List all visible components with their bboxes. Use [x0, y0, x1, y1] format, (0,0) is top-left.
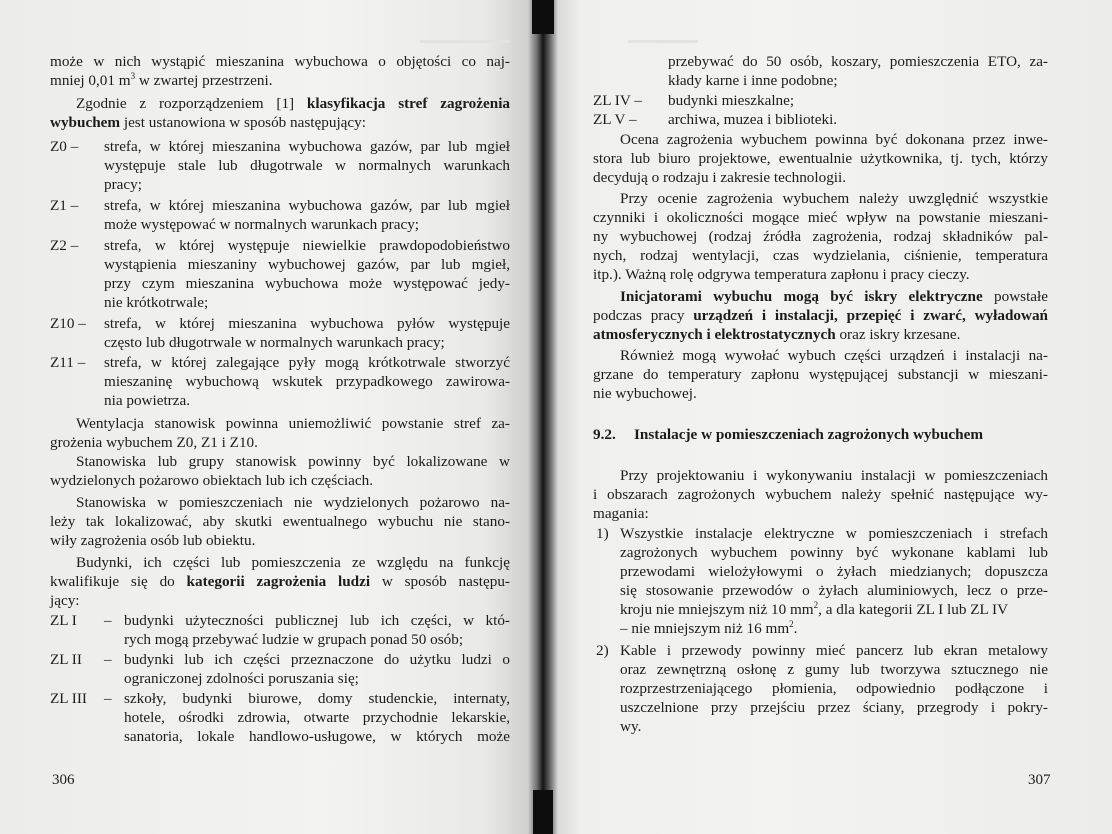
- section-title: Instalacje w pomieszczeniach zagrożonych wybuchem: [634, 426, 983, 443]
- zone-text: nie krótkotrwale;: [104, 294, 209, 311]
- text-line: kłady karne i inne podobne;: [668, 72, 838, 89]
- text-line: Budynki, ich części lub pomieszczenia ze względu na funkcję: [76, 554, 510, 571]
- text-line: wybuchem jest ustanowiona w sposób następujący:: [50, 114, 366, 131]
- list-item-text: rozprzestrzeniającego płomienia, odpowiednio podłączone i: [620, 680, 1048, 697]
- category-code: ZL III: [50, 690, 87, 707]
- category-code: ZL V –: [593, 111, 637, 128]
- page-number-right: 307: [1028, 772, 1051, 788]
- list-item-text: Wszystkie instalacje elektryczne w pomieszczeniach i strefach: [620, 525, 1048, 542]
- list-item-text: wy.: [620, 718, 642, 735]
- text-line: stora lub biuro projektowe, ewentualnie użytkownika, tj. tych, którzy: [593, 150, 1048, 167]
- list-item-text: Kable i przewody powinny mieć pancerz lub ekran metalowy: [620, 642, 1048, 659]
- zone-text: strefa, w której mieszanina wybuchowa gazów, par lub mgieł: [104, 138, 510, 155]
- zone-text: strefa, w której występuje niewielkie prawdopodobieństwo: [104, 237, 510, 254]
- text-line: mniej 0,01 $m^3$ w zwartej przestrzeni.: [50, 70, 273, 89]
- text-line: itp.). Ważną rolę odgrywa temperatura zapłonu i pracy cieczy.: [593, 266, 970, 283]
- book-gutter: [528, 0, 558, 834]
- text-line: Przy projektowaniu i wykonywaniu instalacji w pomieszczeniach: [620, 467, 1048, 484]
- list-number: 1): [596, 525, 609, 542]
- zone-text: występuje stale lub długotrwale w normalnych warunkach: [104, 157, 510, 174]
- category-dash: –: [104, 651, 112, 668]
- text-line: czynniki i okoliczności mogące mieć wpływ na powstanie mieszani-: [593, 209, 1048, 226]
- bleed-through: [420, 40, 510, 43]
- text-line: grożenia wybuchem Z0, Z1 i Z10.: [50, 434, 258, 451]
- text-line: Przy ocenie zagrożenia wybuchem należy uwzględnić wszystkie: [620, 190, 1048, 207]
- zone-text: pracy;: [104, 176, 142, 193]
- category-dash: –: [104, 612, 112, 629]
- zone-code: Z2 –: [50, 237, 79, 254]
- text-line: i obszarach zagrożonych wybuchem należy spełnić następujące wy-: [593, 486, 1048, 503]
- text-line: Zgodnie z rozporządzeniem [1] klasyfikacja stref zagrożenia: [76, 95, 511, 112]
- text-line: Inicjatorami wybuchu mogą być iskry elektryczne powstałe: [620, 288, 1048, 305]
- text-line: Również mogą wywołać wybuch części urządzeń i instalacji na-: [620, 347, 1048, 364]
- text-line: decydują o rodzaju i zakresie technologii.: [593, 169, 847, 186]
- zone-text: może występować w normalnych warunkach pracy;: [104, 216, 420, 233]
- text-line: nych, rodzaj wentylacji, czas wydzielania, ciśnienie, temperatura: [593, 247, 1048, 264]
- text-line: wiły zagrożenia osób lub obiektu.: [50, 532, 256, 549]
- zone-text: mieszaninę wybuchową wskutek przypadkowego zawirowa-: [104, 373, 510, 390]
- text-line: jący:: [50, 592, 80, 609]
- zone-code: Z1 –: [50, 197, 79, 214]
- page-number-left: 306: [52, 772, 75, 788]
- category-text: rych mogą przebywać ludzie w grupach ponad 50 osób;: [124, 631, 464, 648]
- text-line: atmosferycznych i elektrostatycznych oraz iskry krzesane.: [593, 326, 961, 343]
- right-page: [548, 0, 1112, 834]
- zone-text: strefa, w której mieszanina wybuchowa pyłów występuje: [104, 315, 510, 332]
- text-line: podczas pracy urządzeń i instalacji, przepięć i zwarć, wyładowań: [593, 307, 1048, 324]
- list-item-text: przewodami wielożyłowymi o żyłach miedzianych; dopuszcza: [620, 563, 1048, 580]
- list-item-text: zagrożonych wybuchem powinny być wykonane kablami lub: [620, 544, 1048, 561]
- category-code: ZL II: [50, 651, 82, 668]
- zone-code: Z11 –: [50, 354, 86, 371]
- zone-text: strefa, w której mieszanina wybuchowa gazów, par lub mgieł: [104, 197, 510, 214]
- zone-code: Z0 –: [50, 138, 79, 155]
- category-text: ograniczonej zdolności poruszania się;: [124, 670, 359, 687]
- zone-text: przy czym mieszanina wybuchowa może występować jedy-: [104, 275, 510, 292]
- text-line: nie wybuchowej.: [593, 385, 697, 402]
- bleed-through: [628, 40, 698, 43]
- list-number: 2): [596, 642, 609, 659]
- section-number: 9.2.: [593, 426, 616, 443]
- list-item-text: – nie mniejszym niż 16 $mm^2$.: [620, 618, 798, 637]
- category-text: szkoły, budynki biurowe, domy studenckie, internaty,: [124, 690, 510, 707]
- list-item-text: się stosowanie przewodów o żyłach aluminiowych, lecz o prze-: [620, 582, 1048, 599]
- category-code: ZL IV –: [593, 92, 642, 109]
- text-line: może w nich wystąpić mieszanina wybuchowa o objętości co naj-: [50, 53, 510, 70]
- text-line: grzane do temperatury zapłonu występującej substancji w mieszani-: [593, 366, 1048, 383]
- category-text: budynki mieszkalne;: [668, 92, 795, 109]
- zone-text: często lub długotrwale w normalnych warunkach pracy;: [104, 334, 445, 351]
- text-line: kwalifikuje się do kategorii zagrożenia ludzi w sposób następu-: [50, 573, 510, 590]
- gutter-shadow-bottom: [533, 790, 553, 834]
- category-text: archiwa, muzea i biblioteki.: [668, 111, 838, 128]
- category-code: ZL I: [50, 612, 77, 629]
- category-dash: –: [104, 690, 112, 707]
- category-text: budynki użyteczności publicznej lub ich części, w któ-: [124, 612, 510, 629]
- zone-text: strefa, w której zalegające pyły mogą krótkotrwale stworzyć: [104, 354, 510, 371]
- category-text: budynki lub ich części przeznaczone do użytku ludzi o: [124, 651, 510, 668]
- text-line: Stanowiska w pomieszczeniach nie wydzielonych pożarowo na-: [76, 494, 510, 511]
- left-page: [0, 0, 540, 834]
- text-line: magania:: [593, 505, 649, 522]
- list-item-text: oraz zewnętrzną osłonę z gumy lub tworzywa sztucznego nie: [620, 661, 1048, 678]
- category-text: sanatoria, lokale handlowo-usługowe, w których może: [124, 728, 510, 745]
- gutter-shadow-top: [532, 0, 554, 34]
- zone-text: nia powietrza.: [104, 392, 191, 409]
- list-item-text: kroju nie mniejszym niż 10 $mm^2$, a dla kategorii ZL I lub ZL IV: [620, 599, 1009, 618]
- text-line: Wentylacja stanowisk powinna uniemożliwić powstanie stref za-: [76, 415, 510, 432]
- category-text: hotele, ośrodki zdrowia, otwarte przychodnie lekarskie,: [124, 709, 510, 726]
- text-line: wydzielonych pożarowo obiektach lub ich częściach.: [50, 472, 374, 489]
- text-line: przebywać do 50 osób, koszary, pomieszczenia ETO, za-: [668, 53, 1048, 70]
- text-line: ny wybuchowej (rodzaj źródła zagrożenia, rodzaj składników pal-: [593, 228, 1048, 245]
- zone-code: Z10 –: [50, 315, 86, 332]
- text-line: Ocena zagrożenia wybuchem powinna być dokonana przez inwe-: [620, 131, 1048, 148]
- text-line: leży tak lokalizować, aby skutki ewentualnego wybuchu nie stano-: [50, 513, 510, 530]
- text-line: Stanowiska lub grupy stanowisk powinny być lokalizowane w: [76, 453, 510, 470]
- list-item-text: uszczelnione przy przejściu przez ściany, przegrody i pokry-: [620, 699, 1048, 716]
- zone-text: wystąpienia mieszaniny wybuchowej gazów, par lub mgieł,: [104, 256, 510, 273]
